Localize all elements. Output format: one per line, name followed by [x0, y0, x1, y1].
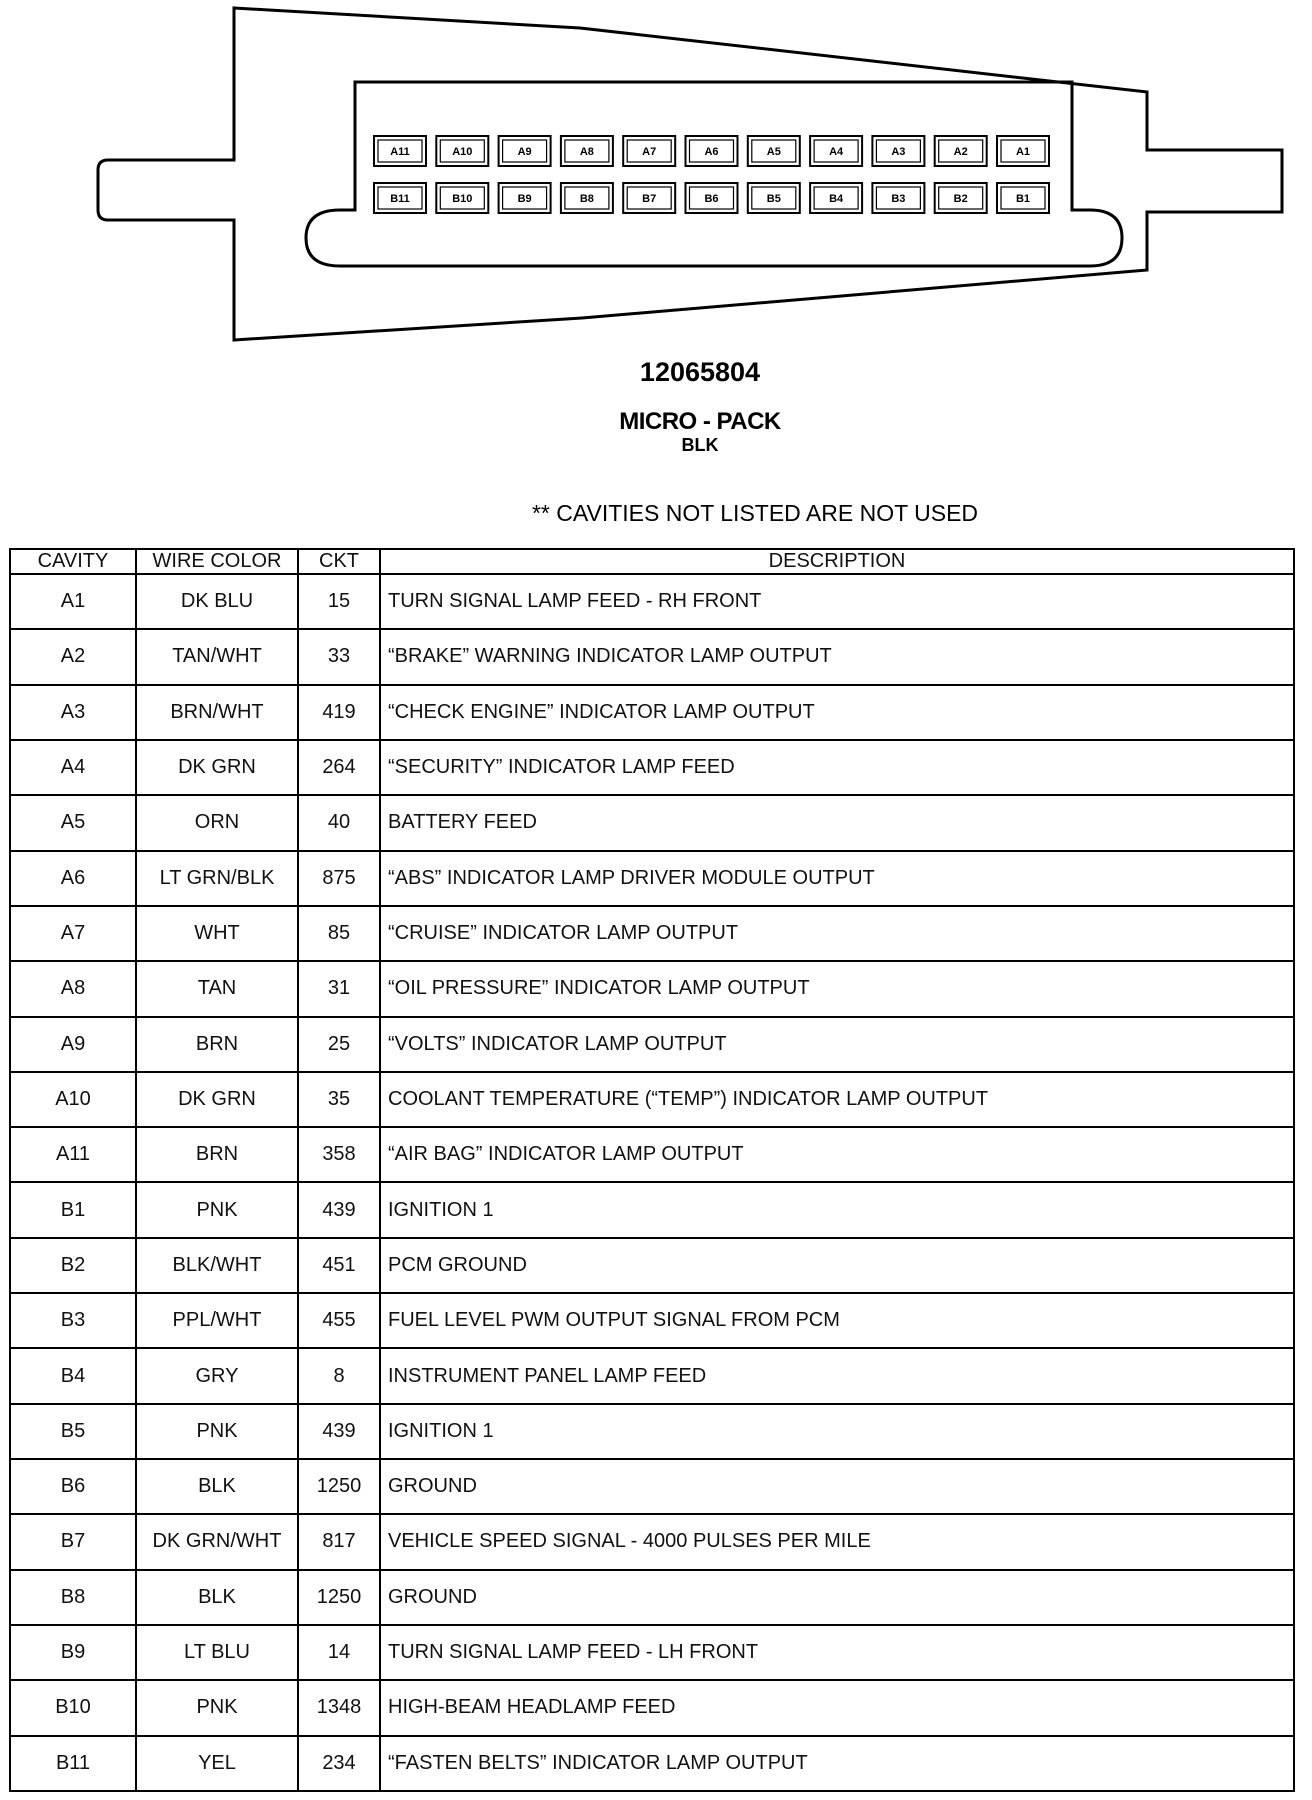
table-row [10, 795, 1294, 850]
connector-pin-label: B6 [704, 193, 719, 205]
cell-ckt: 234 [298, 1736, 380, 1791]
connector-pin-label: A2 [953, 146, 968, 158]
table-row [10, 1182, 1294, 1237]
connector-pin-b8 [561, 183, 613, 213]
connector-pin-a2 [935, 136, 987, 166]
cell-ckt: 15 [298, 574, 380, 629]
cell-cavity: A9 [10, 1017, 136, 1072]
cell-description: TURN SIGNAL LAMP FEED - RH FRONT [380, 574, 1294, 629]
cell-cavity: A3 [10, 685, 136, 740]
cell-description: “CRUISE” INDICATOR LAMP OUTPUT [380, 906, 1294, 961]
cell-description: “SECURITY” INDICATOR LAMP FEED [380, 740, 1294, 795]
cell-cavity: B8 [10, 1570, 136, 1625]
table-row [10, 1625, 1294, 1680]
connector-pin-label: A11 [390, 146, 410, 158]
cell-ckt: 25 [298, 1017, 380, 1072]
table-row [10, 574, 1294, 629]
table-row [10, 1348, 1294, 1403]
table-row [10, 1238, 1294, 1293]
cell-ckt: 1250 [298, 1570, 380, 1625]
connector-pin-label: A9 [517, 146, 532, 158]
cell-cavity: A11 [10, 1127, 136, 1182]
cell-description: GROUND [380, 1570, 1294, 1625]
connector-pin-b10 [436, 183, 488, 213]
cell-ckt: 8 [298, 1348, 380, 1403]
cell-description: INSTRUMENT PANEL LAMP FEED [380, 1348, 1294, 1403]
cell-description: VEHICLE SPEED SIGNAL - 4000 PULSES PER MILE [380, 1514, 1294, 1569]
connector-pin-a5 [748, 136, 800, 166]
cell-cavity: B4 [10, 1348, 136, 1403]
cell-description: “BRAKE” WARNING INDICATOR LAMP OUTPUT [380, 629, 1294, 684]
table-row [10, 906, 1294, 961]
cell-wire-color: DK GRN [136, 740, 298, 795]
cell-cavity: A4 [10, 740, 136, 795]
cell-wire-color: LT BLU [136, 1625, 298, 1680]
cell-ckt: 33 [298, 629, 380, 684]
connector-pin-label: B7 [642, 193, 657, 205]
table-row [10, 1404, 1294, 1459]
cell-cavity: A10 [10, 1072, 136, 1127]
connector-pin-b11 [374, 183, 426, 213]
cell-cavity: B3 [10, 1293, 136, 1348]
cell-wire-color: DK GRN/WHT [136, 1514, 298, 1569]
header-cavity: CAVITY [10, 549, 136, 574]
connector-pin-b9 [499, 183, 551, 213]
table-header-row [10, 549, 1294, 574]
connector-part-number: 12065804 [639, 357, 761, 387]
cell-ckt: 875 [298, 851, 380, 906]
connector-pin-label: A8 [579, 146, 594, 158]
cell-description: HIGH-BEAM HEADLAMP FEED [380, 1680, 1294, 1735]
table-row [10, 629, 1294, 684]
connector-pin-a1 [997, 136, 1049, 166]
cell-cavity: A6 [10, 851, 136, 906]
connector-pin-label: B1 [1015, 193, 1031, 205]
cell-wire-color: DK GRN [136, 1072, 298, 1127]
cell-wire-color: GRY [136, 1348, 298, 1403]
cell-wire-color: PNK [136, 1680, 298, 1735]
connector-diagram [0, 0, 1312, 350]
connector-pin-label: A6 [704, 146, 719, 158]
cell-wire-color: TAN/WHT [136, 629, 298, 684]
cell-cavity: B5 [10, 1404, 136, 1459]
cell-ckt: 439 [298, 1404, 380, 1459]
cell-ckt: 451 [298, 1238, 380, 1293]
connector-color: BLK [681, 435, 719, 455]
connector-pin-label: A5 [766, 146, 781, 158]
connector-pin-b6 [686, 183, 738, 213]
table-row [10, 685, 1294, 740]
connector-pin-label: A7 [642, 146, 657, 158]
cell-description: “OIL PRESSURE” INDICATOR LAMP OUTPUT [380, 961, 1294, 1016]
cell-wire-color: WHT [136, 906, 298, 961]
cell-wire-color: PNK [136, 1404, 298, 1459]
cell-cavity: A1 [10, 574, 136, 629]
cell-description: “AIR BAG” INDICATOR LAMP OUTPUT [380, 1127, 1294, 1182]
cell-ckt: 439 [298, 1182, 380, 1237]
table-row [10, 961, 1294, 1016]
connector-pin-a11 [374, 136, 426, 166]
cell-description: FUEL LEVEL PWM OUTPUT SIGNAL FROM PCM [380, 1293, 1294, 1348]
connector-pin-a10 [436, 136, 488, 166]
cell-description: “VOLTS” INDICATOR LAMP OUTPUT [380, 1017, 1294, 1072]
cell-ckt: 31 [298, 961, 380, 1016]
cell-ckt: 35 [298, 1072, 380, 1127]
cell-description: GROUND [380, 1459, 1294, 1514]
cell-cavity: B2 [10, 1238, 136, 1293]
cell-description: COOLANT TEMPERATURE (“TEMP”) INDICATOR LAMP OUTPUT [380, 1072, 1294, 1127]
pin-row-b [374, 183, 1049, 213]
table-row [10, 1293, 1294, 1348]
table-row [10, 1570, 1294, 1625]
cell-ckt: 817 [298, 1514, 380, 1569]
cell-cavity: B7 [10, 1514, 136, 1569]
cell-ckt: 419 [298, 685, 380, 740]
cell-description: “ABS” INDICATOR LAMP DRIVER MODULE OUTPUT [380, 851, 1294, 906]
cell-cavity: B1 [10, 1182, 136, 1237]
connector-pin-label: A4 [829, 146, 844, 158]
cell-wire-color: ORN [136, 795, 298, 850]
connector-pin-label: B4 [829, 193, 844, 205]
table-row [10, 1514, 1294, 1569]
connector-pin-label: B3 [891, 193, 906, 205]
cell-ckt: 1348 [298, 1680, 380, 1735]
connector-pin-label: B11 [390, 193, 410, 205]
cell-cavity: B6 [10, 1459, 136, 1514]
header-ckt: CKT [298, 549, 380, 574]
connector-pin-label: B9 [517, 193, 532, 205]
connector-pin-label: B5 [766, 193, 781, 205]
connector-pin-b7 [623, 183, 675, 213]
table-body [10, 574, 1294, 1791]
connector-pin-a3 [872, 136, 924, 166]
connector-pin-a8 [561, 136, 613, 166]
pin-row-a [374, 136, 1049, 166]
table-row [10, 1072, 1294, 1127]
connector-pin-a6 [686, 136, 738, 166]
connector-cavity-body [306, 82, 1122, 266]
cell-wire-color: BLK/WHT [136, 1238, 298, 1293]
connector-housing-outline [98, 8, 1282, 340]
cavity-table [9, 548, 1295, 1792]
cell-description: TURN SIGNAL LAMP FEED - LH FRONT [380, 1625, 1294, 1680]
cell-ckt: 358 [298, 1127, 380, 1182]
cell-ckt: 264 [298, 740, 380, 795]
table-row [10, 1680, 1294, 1735]
table-row [10, 1127, 1294, 1182]
connector-pin-label: A1 [1015, 146, 1031, 158]
cell-description: IGNITION 1 [380, 1182, 1294, 1237]
table-row [10, 740, 1294, 795]
cell-ckt: 40 [298, 795, 380, 850]
cell-description: IGNITION 1 [380, 1404, 1294, 1459]
header-wire-color: WIRE COLOR [136, 549, 298, 574]
cell-wire-color: BRN/WHT [136, 685, 298, 740]
connector-pin-b5 [748, 183, 800, 213]
cell-cavity: A7 [10, 906, 136, 961]
cell-wire-color: BLK [136, 1459, 298, 1514]
connector-pin-b3 [872, 183, 924, 213]
connector-pin-label: B8 [579, 193, 594, 205]
cell-cavity: B10 [10, 1680, 136, 1735]
cell-ckt: 14 [298, 1625, 380, 1680]
table-row [10, 1017, 1294, 1072]
cell-cavity: A8 [10, 961, 136, 1016]
connector-pin-label: A10 [452, 146, 473, 158]
connector-pin-label: A3 [891, 146, 906, 158]
table-row [10, 851, 1294, 906]
connector-pin-b4 [810, 183, 862, 213]
cell-wire-color: YEL [136, 1736, 298, 1791]
cell-description: PCM GROUND [380, 1238, 1294, 1293]
header-description: DESCRIPTION [380, 549, 1294, 574]
cell-wire-color: PNK [136, 1182, 298, 1237]
cell-wire-color: BRN [136, 1017, 298, 1072]
cell-cavity: A5 [10, 795, 136, 850]
connector-pin-a7 [623, 136, 675, 166]
connector-pin-label: B2 [953, 193, 968, 205]
cell-wire-color: DK BLU [136, 574, 298, 629]
cell-ckt: 85 [298, 906, 380, 961]
cell-description: “FASTEN BELTS” INDICATOR LAMP OUTPUT [380, 1736, 1294, 1791]
cell-wire-color: LT GRN/BLK [136, 851, 298, 906]
cell-wire-color: PPL/WHT [136, 1293, 298, 1348]
cell-wire-color: TAN [136, 961, 298, 1016]
cell-wire-color: BRN [136, 1127, 298, 1182]
cell-description: “CHECK ENGINE” INDICATOR LAMP OUTPUT [380, 685, 1294, 740]
cell-wire-color: BLK [136, 1570, 298, 1625]
cell-ckt: 1250 [298, 1459, 380, 1514]
connector-name: MICRO - PACK [619, 408, 781, 435]
connector-pin-b2 [935, 183, 987, 213]
cell-cavity: A2 [10, 629, 136, 684]
cell-description: BATTERY FEED [380, 795, 1294, 850]
connector-pin-label: B10 [452, 193, 473, 205]
unused-cavities-note: ** CAVITIES NOT LISTED ARE NOT USED [531, 500, 979, 526]
connector-pin-b1 [997, 183, 1049, 213]
connector-pin-a4 [810, 136, 862, 166]
table-row [10, 1736, 1294, 1791]
cell-cavity: B11 [10, 1736, 136, 1791]
cell-ckt: 455 [298, 1293, 380, 1348]
table-row [10, 1459, 1294, 1514]
connector-pin-a9 [499, 136, 551, 166]
cell-cavity: B9 [10, 1625, 136, 1680]
